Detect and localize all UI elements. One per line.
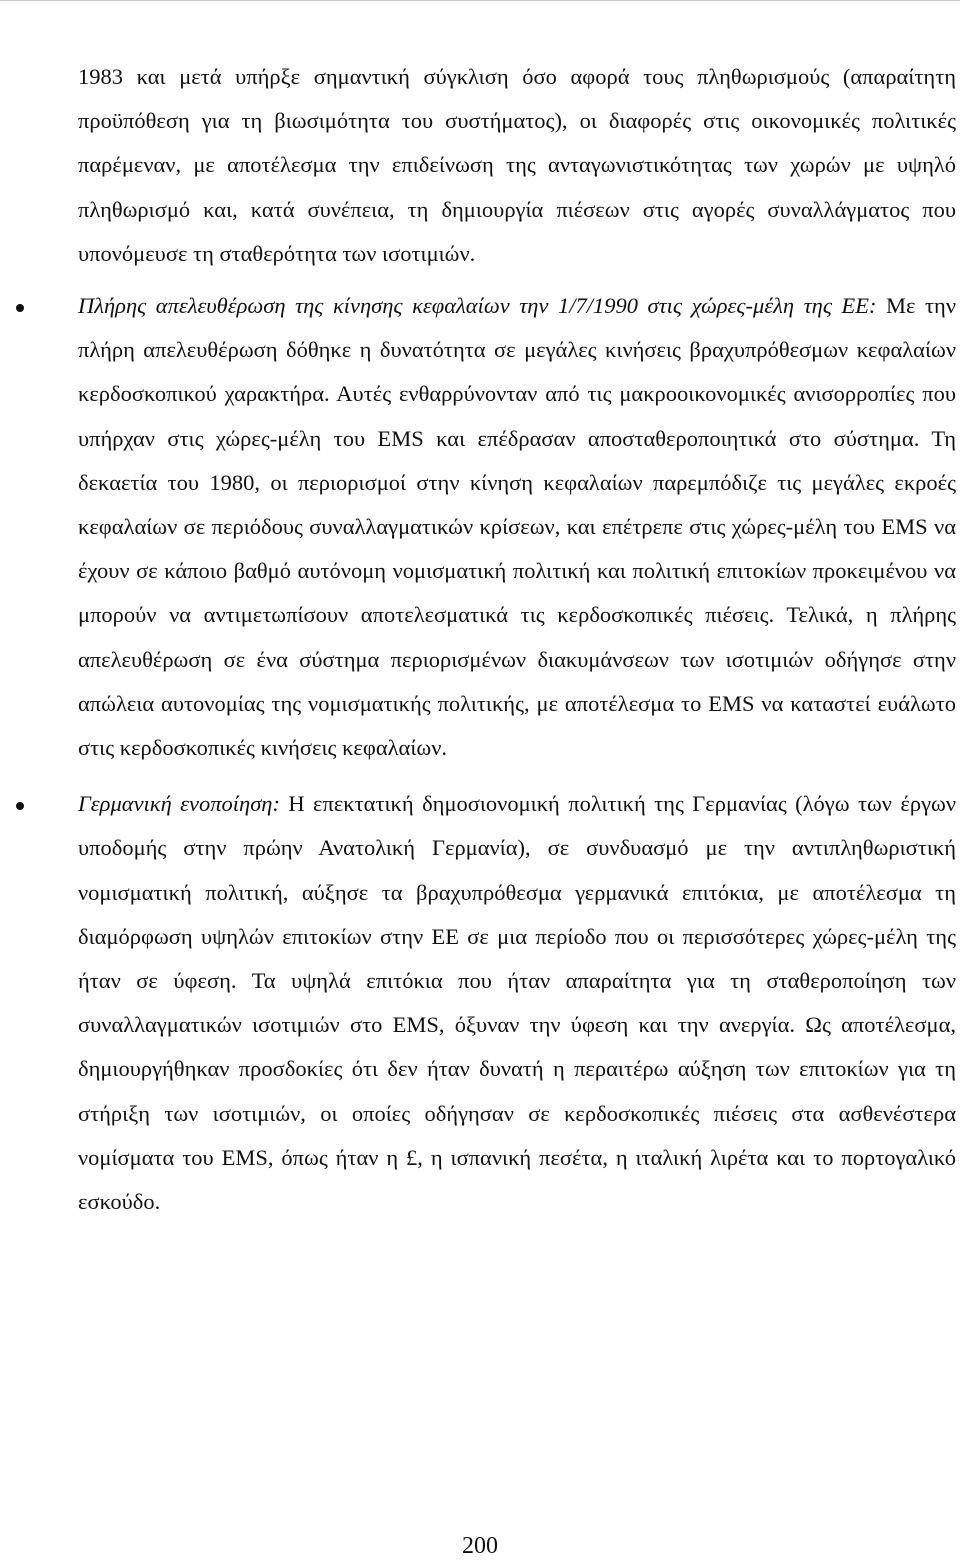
bullet-item-german-unification [78, 782, 956, 1224]
page-number: 200 [462, 1533, 498, 1559]
bullet-text: Η επεκτατική δημοσιονομική πολιτική της Γερμανίας (λόγω των έργων υποδομής στην πρώην Ανατολική Γερμανία), σε συνδυασμό με την αντιπληθωριστική νομισματική πολιτική, αύξησε τα βραχυπρόθεσμα γερμανικά επιτόκια, με αποτέλεσμα τη διαμόρφωση υψηλών επιτοκίων στην ΕΕ σε μια περίοδο που οι περισσότερες χώρες-μέλη της ήταν σε ύφεση. Τα υψηλά επιτόκια που ήταν απαραίτητα για τη σταθεροποίηση των συναλλαγματικών ισοτιμιών στο EMS, όξυναν την ύφεση και την ανεργία. Ως αποτέλεσμα, δημιουργήθηκαν προσδοκίες ότι δεν ήταν δυνατή η περαιτέρω αύξηση των επιτοκίων για τη στήριξη των ισοτιμιών, οι οποίες οδήγησαν σε κερδοσκοπικές πιέσεις στα ασθενέστερα νομίσματα του EMS, όπως ήταν η £, η ισπανική πεσέτα, η ιταλική λιρέτα και το πορτογαλικό εσκούδο. [78, 791, 956, 1215]
bullet-lead: Γερμανική ενοποίηση: [78, 791, 280, 817]
bullet-text: Με την πλήρη απελευθέρωση δόθηκε η δυνατότητα σε μεγάλες κινήσεις βραχυπρόθεσμων κεφαλαίων κερδοσκοπικού χαρακτήρα. Αυτές ενθαρρύνονταν από τις μακροοικονομικές ανισορροπίες που υπήρχαν στις χώρες-μέλη του EMS και επέδρασαν αποσταθεροποιητικά στο σύστημα. Τη δεκαετία του 1980, οι περιορισμοί στην κίνηση κεφαλαίων παρεμπόδιζε τις μεγάλες εκροές κεφαλαίων σε περιόδους συναλλαγματικών κρίσεων, και επέτρεπε στις χώρες-μέλη του EMS να έχουν σε κάποιο βαθμό αυτόνομη νομισματική πολιτική και πολιτική επιτοκίων προκειμένου να μπορούν να αντιμετωπίσουν αποτελεσματικά τις κερδοσκοπικές πιέσεις. Τελικά, η πλήρης απελευθέρωση σε ένα σύστημα περιορισμένων διακυμάνσεων των ισοτιμιών οδήγησε στην απώλεια αυτονομίας της νομισματικής πολιτικής, με αποτέλεσμα το EMS να καταστεί ευάλωτο στις κερδοσκοπικές κινήσεις κεφαλαίων. [78, 293, 957, 761]
intro-paragraph: 1983 και μετά υπήρξε σημαντική σύγκλιση όσο αφορά τους πληθωρισμούς (απαραίτητη προϋπόθεση για τη βιωσιμότητα του συστήματος), οι διαφορές στις οικονομικές πολιτικές παρέμεναν, με αποτέλεσμα την επιδείνωση της ανταγωνιστικότητας των χωρών με υψηλό πληθωρισμό και, κατά συνέπεια, τη δημιουργία πιέσεων στις αγορές συναλλάγματος που υπονόμευσε τη σταθερότητα των ισοτιμιών. [78, 64, 956, 266]
bullet-icon [16, 304, 24, 312]
page-top-rule [0, 0, 960, 1]
bullet-paragraph [78, 782, 956, 1224]
document-body [78, 55, 956, 1224]
bullet-item-capital-liberalization [78, 284, 956, 770]
bullet-icon [16, 802, 24, 810]
bullet-paragraph [78, 284, 956, 770]
bullet-lead: Πλήρης απελευθέρωση της κίνησης κεφαλαίων την 1/7/1990 στις χώρες-μέλη της ΕΕ: [78, 293, 877, 319]
